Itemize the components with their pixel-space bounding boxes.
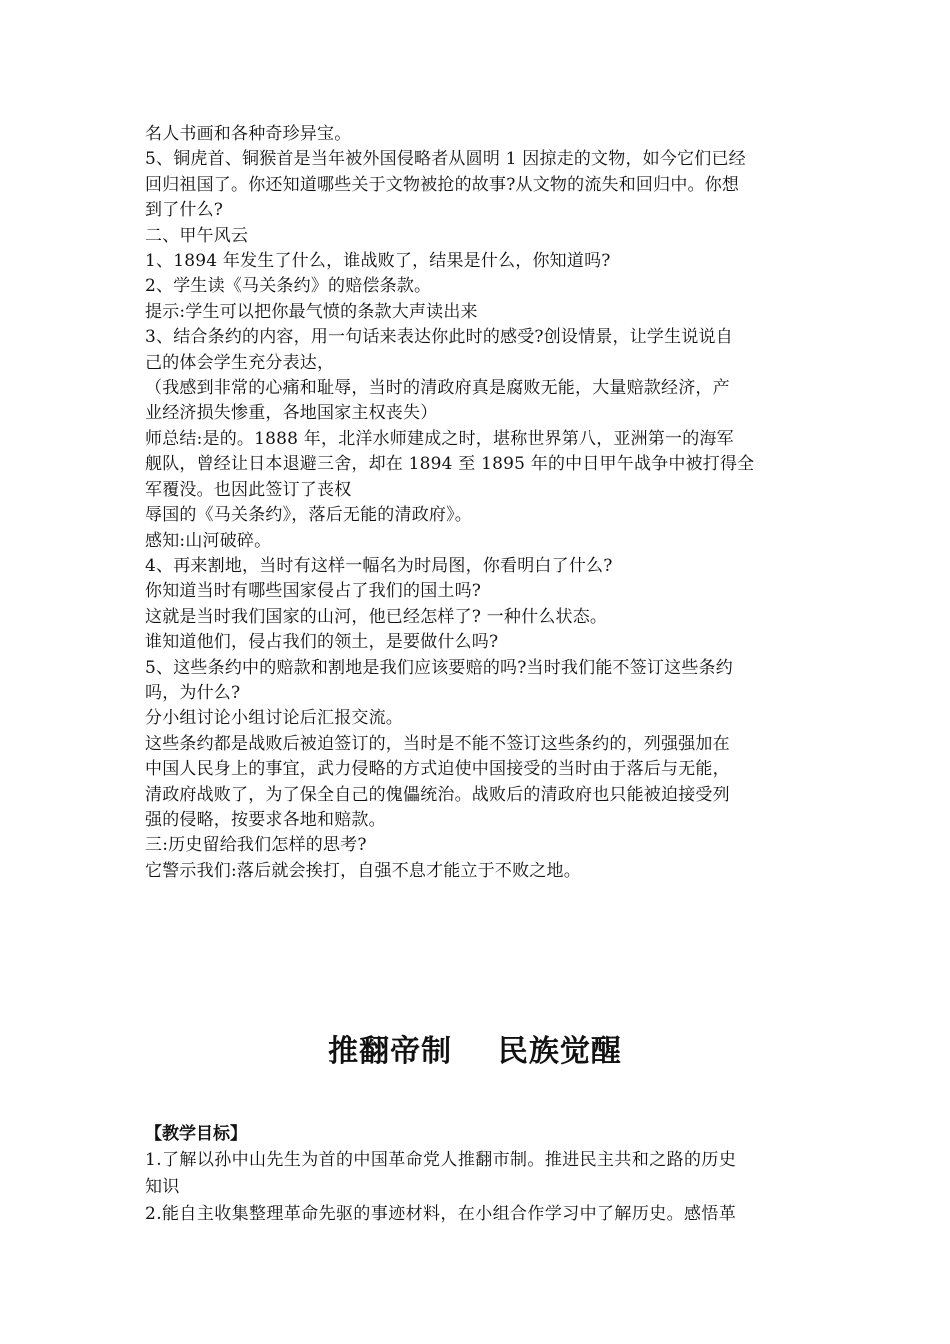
- body-line: 5、铜虎首、铜猴首是当年被外国侵略者从圆明 1 因掠走的文物，如今它们已经: [145, 149, 746, 170]
- body-line: 吗，为什么?: [145, 682, 241, 703]
- body-line: 中国人民身上的事宜，武力侵略的方式迫使中国接受的当时由于落后与无能，: [145, 759, 730, 780]
- body-line: 这些条约都是战败后被迫签订的，当时是不能不签订这些条约的，列强强加在: [145, 733, 730, 754]
- body-line: 3、结合条约的内容，用一句话来表达你此时的感受?创设情景，让学生说说自: [145, 327, 733, 348]
- body-line: 师总结:是的。1888 年，北洋水师建成之时，堪称世界第八，亚洲第一的海军: [145, 428, 734, 449]
- body-line: 己的体会学生充分表达，: [145, 352, 335, 373]
- body-line: 感知:山河破碎。: [145, 530, 272, 551]
- body-line: 辱国的《马关条约》，落后无能的清政府》。: [145, 505, 472, 526]
- teaching-goals: [145, 1122, 825, 1228]
- body-line: （我感到非常的心痛和耻辱，当时的清政府真是腐败无能，大量赔款经济，产: [145, 378, 730, 399]
- goal-line: 2.能自主收集整理革命先驱的事迹材料，在小组合作学习中了解历史。感悟革: [145, 1204, 737, 1224]
- goal-line: 知识: [145, 1177, 180, 1197]
- body-line: 提示:学生可以把你最气愤的条款大声读出来: [145, 301, 478, 322]
- section-heading-reflection: 三:历史留给我们怎样的思考?: [145, 835, 367, 856]
- body-line: 1、1894 年发生了什么，谁战败了，结果是什么，你知道吗?: [145, 251, 611, 272]
- body-line: 军覆没。也因此签订了丧权: [145, 479, 352, 500]
- body-line: 谁知道他们，侵占我们的领土，是要做什么吗?: [145, 632, 499, 653]
- body-line: 5、这些条约中的赔款和割地是我们应该要赔的吗?当时我们能不签订这些条约: [145, 657, 733, 678]
- body-line: 到了什么?: [145, 200, 224, 221]
- body-line: 2、学生读《马关条约》的赔偿条款。: [145, 276, 432, 297]
- body-line: 4、再来割地，当时有这样一幅名为时局图，你看明白了什么?: [145, 555, 613, 576]
- body-line: 分小组讨论小组讨论后汇报交流。: [145, 708, 403, 729]
- section-heading-jiawu: 二、甲午风云: [145, 225, 249, 246]
- body-line: 舰队，曾经让日本退避三舍，却在 1894 至 1895 年的中日甲午战争中被打得全: [145, 454, 755, 475]
- body-line: 业经济损失惨重，各地国家主权丧失）: [145, 403, 438, 424]
- goal-line: 1.了解以孙中山先生为首的中国革命党人推翻市制。推进民主共和之路的历史: [145, 1150, 737, 1170]
- body-line: 你知道当时有哪些国家侵占了我们的国土吗?: [145, 581, 482, 602]
- body-line: 这就是当时我们国家的山河，他已经怎样了? 一种什么状态。: [145, 606, 608, 627]
- body-line: 名人书画和各种奇珍异宝。: [145, 124, 352, 144]
- body-line: 清政府战败了，为了保全自己的傀儡统治。战败后的清政府也只能被迫接受列: [145, 784, 730, 805]
- body-line: 它警示我们:落后就会挨打，自强不息才能立于不败之地。: [145, 860, 581, 881]
- teaching-goals-heading: 【教学目标】: [145, 1124, 247, 1144]
- lesson-body-text: [145, 122, 815, 884]
- body-line: 回归祖国了。你还知道哪些关于文物被抢的故事?从文物的流失和回归中。你想: [145, 174, 740, 195]
- lesson-title: 推翻帝制 民族觉醒: [328, 1034, 622, 1069]
- body-line: 强的侵略，按要求各地和赔款。: [145, 809, 386, 830]
